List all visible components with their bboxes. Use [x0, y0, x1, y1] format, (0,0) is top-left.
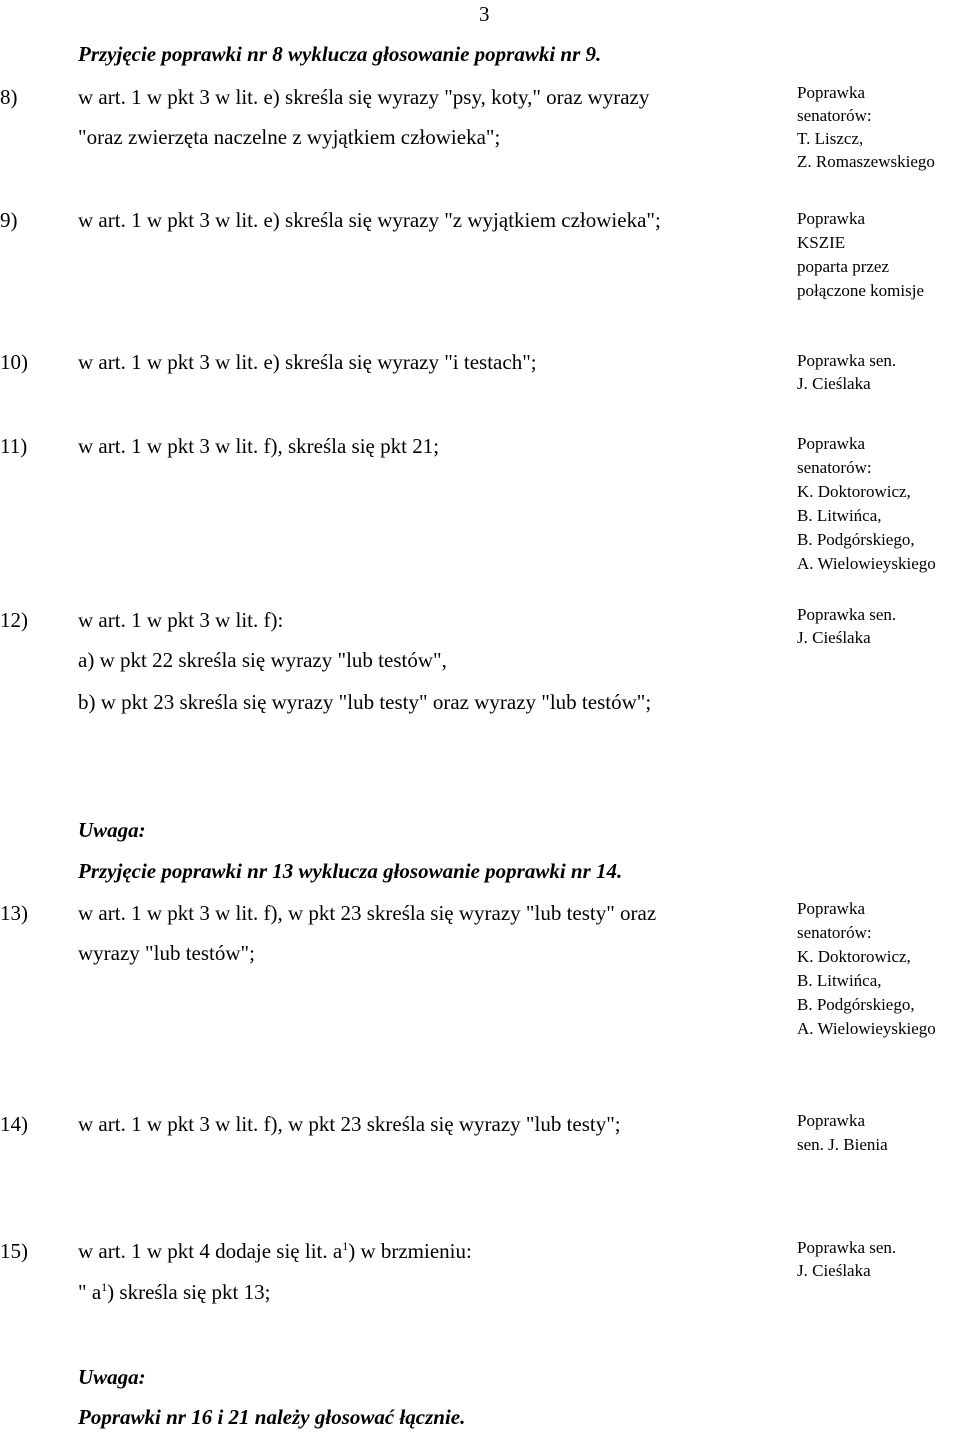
- author-line: A. Wielowieyskiego: [797, 554, 936, 573]
- author-line: B. Litwińca,: [797, 971, 882, 990]
- author-line: K. Doktorowicz,: [797, 482, 911, 501]
- amendment-text-part: " a: [78, 1280, 102, 1304]
- author-line: Poprawka sen.: [797, 1238, 897, 1257]
- superscript: 1: [101, 1280, 108, 1294]
- amendment-text-line: [78, 1239, 472, 1263]
- author-line: sen. J. Bienia: [797, 1135, 888, 1154]
- amendment-text-part: w art. 1 w pkt 4 dodaje się lit. a: [78, 1239, 343, 1263]
- author-line: Poprawka sen.: [797, 351, 897, 370]
- note-mid-label: Uwaga:: [78, 818, 146, 842]
- amendment-text-line: w art. 1 w pkt 3 w lit. e) skreśla się wyrazy "i testach";: [78, 350, 537, 374]
- amendment-text-line: w art. 1 w pkt 3 w lit. f), skreśla się pkt 21;: [78, 434, 440, 458]
- amendment-text-line: w art. 1 w pkt 3 w lit. e) skreśla się wyrazy "psy, koty," oraz wyrazy: [78, 85, 650, 109]
- amendment-number: 10): [0, 350, 28, 374]
- author-line: Poprawka: [797, 899, 865, 918]
- note-bottom-label: Uwaga:: [78, 1365, 146, 1389]
- amendment-text-line: w art. 1 w pkt 3 w lit. f), w pkt 23 skreśla się wyrazy "lub testy";: [78, 1112, 621, 1136]
- amendment-number: 13): [0, 901, 28, 925]
- author-line: A. Wielowieyskiego: [797, 1019, 936, 1038]
- author-line: J. Cieślaka: [797, 628, 871, 647]
- author-line: K. Doktorowicz,: [797, 947, 911, 966]
- author-line: połączone komisje: [797, 281, 924, 300]
- amendment-text-line: w art. 1 w pkt 3 w lit. e) skreśla się wyrazy "z wyjątkiem człowieka";: [78, 208, 661, 232]
- amendment-number: 15): [0, 1239, 28, 1263]
- author-line: Z. Romaszewskiego: [797, 152, 935, 171]
- author-line: Poprawka: [797, 1111, 865, 1130]
- amendment-number: 12): [0, 608, 28, 632]
- author-line: senatorów:: [797, 923, 872, 942]
- amendment-number: 11): [0, 434, 28, 458]
- author-line: poparta przez: [797, 257, 890, 276]
- amendment-text-line: "oraz zwierzęta naczelne z wyjątkiem człowieka";: [78, 125, 501, 149]
- amendment-number: 9): [0, 208, 18, 232]
- page-number: 3: [479, 2, 490, 26]
- author-line: J. Cieślaka: [797, 1261, 871, 1280]
- amendment-number: 14): [0, 1112, 28, 1136]
- amendment-text-line: w art. 1 w pkt 3 w lit. f):: [78, 608, 284, 632]
- author-line: senatorów:: [797, 458, 872, 477]
- amendment-text-line: w art. 1 w pkt 3 w lit. f), w pkt 23 skreśla się wyrazy "lub testy" oraz: [78, 901, 657, 925]
- amendment-subpoint: b) w pkt 23 skreśla się wyrazy "lub testy" oraz wyrazy "lub testów";: [78, 690, 652, 714]
- author-line: B. Podgórskiego,: [797, 995, 915, 1014]
- author-line: B. Podgórskiego,: [797, 530, 915, 549]
- author-line: T. Liszcz,: [797, 129, 864, 148]
- amendment-text-line: wyrazy "lub testów";: [78, 941, 255, 965]
- author-line: Poprawka: [797, 434, 865, 453]
- author-line: Poprawka: [797, 209, 865, 228]
- amendment-subpoint: a) w pkt 22 skreśla się wyrazy "lub testów",: [78, 648, 447, 672]
- author-line: B. Litwińca,: [797, 506, 882, 525]
- author-line: senatorów:: [797, 106, 872, 125]
- author-line: Poprawka sen.: [797, 605, 897, 624]
- amendment-number: 8): [0, 85, 18, 109]
- amendment-text-part: ) w brzmieniu:: [348, 1239, 472, 1263]
- author-line: KSZIE: [797, 233, 846, 252]
- note-bottom: Poprawki nr 16 i 21 należy głosować łącznie.: [78, 1405, 466, 1429]
- note-mid: Przyjęcie poprawki nr 13 wyklucza głosowanie poprawki nr 14.: [78, 859, 623, 883]
- superscript: 1: [342, 1239, 349, 1253]
- note-top: Przyjęcie poprawki nr 8 wyklucza głosowanie poprawki nr 9.: [78, 42, 602, 66]
- author-line: Poprawka: [797, 83, 865, 102]
- author-line: J. Cieślaka: [797, 374, 871, 393]
- amendment-text-line: [78, 1280, 270, 1304]
- amendment-text-part: ) skreśla się pkt 13;: [107, 1280, 271, 1304]
